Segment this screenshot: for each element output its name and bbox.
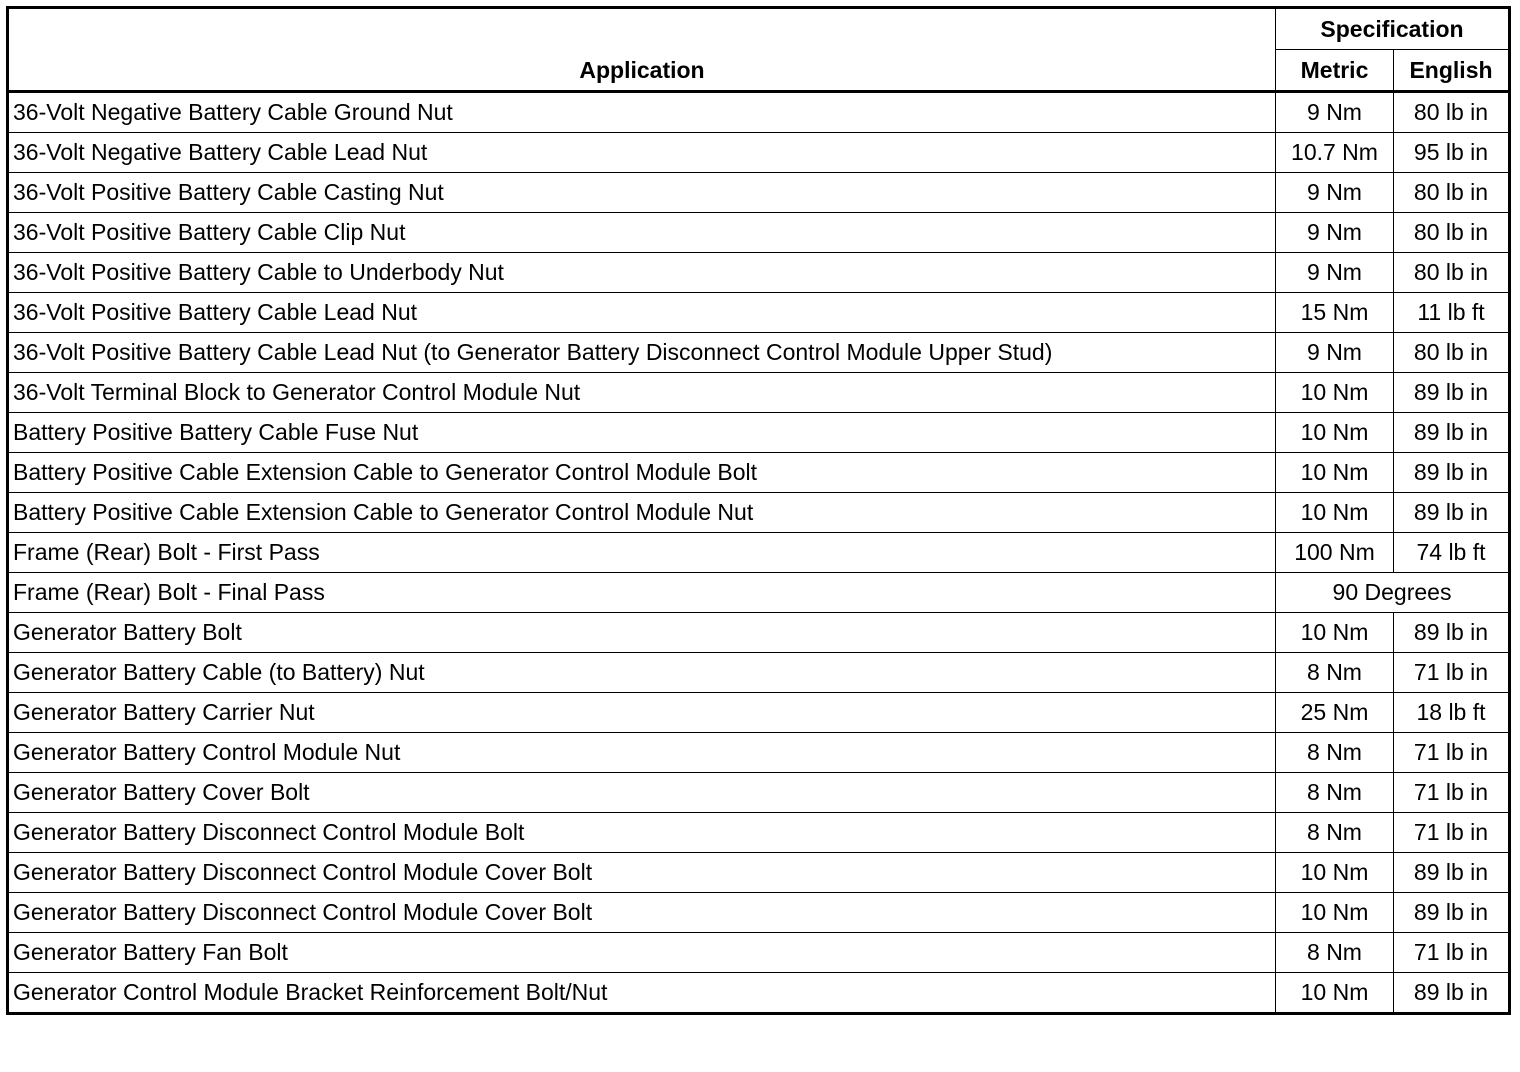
- metric-cell: 10 Nm: [1276, 853, 1394, 893]
- metric-cell: 9 Nm: [1276, 173, 1394, 213]
- table-row: [8, 133, 1510, 173]
- application-cell: 36-Volt Positive Battery Cable to Underbody Nut: [8, 253, 1276, 293]
- application-cell: Generator Control Module Bracket Reinforcement Bolt/Nut: [8, 973, 1276, 1014]
- metric-cell: 8 Nm: [1276, 733, 1394, 773]
- english-cell: 89 lb in: [1394, 453, 1510, 493]
- english-cell: 89 lb in: [1394, 893, 1510, 933]
- table-row: [8, 813, 1510, 853]
- table-row: [8, 613, 1510, 653]
- table-row: [8, 373, 1510, 413]
- torque-specification-table: [6, 6, 1511, 1015]
- english-cell: 89 lb in: [1394, 373, 1510, 413]
- application-cell: Battery Positive Cable Extension Cable to Generator Control Module Bolt: [8, 453, 1276, 493]
- application-cell: Generator Battery Bolt: [8, 613, 1276, 653]
- application-cell: Frame (Rear) Bolt - Final Pass: [8, 573, 1276, 613]
- table-row: [8, 293, 1510, 333]
- application-cell: 36-Volt Negative Battery Cable Lead Nut: [8, 133, 1276, 173]
- english-cell: 18 lb ft: [1394, 693, 1510, 733]
- metric-cell: 10 Nm: [1276, 413, 1394, 453]
- application-cell: Frame (Rear) Bolt - First Pass: [8, 533, 1276, 573]
- metric-cell: 9 Nm: [1276, 92, 1394, 133]
- english-cell: 95 lb in: [1394, 133, 1510, 173]
- table-row: [8, 653, 1510, 693]
- application-cell: Generator Battery Cable (to Battery) Nut: [8, 653, 1276, 693]
- application-column-header: Application: [8, 8, 1276, 92]
- english-cell: 89 lb in: [1394, 973, 1510, 1014]
- metric-column-header: Metric: [1276, 50, 1394, 92]
- application-cell: 36-Volt Positive Battery Cable Lead Nut (to Generator Battery Disconnect Control Module Upper Stud): [8, 333, 1276, 373]
- merged-spec-cell: 90 Degrees: [1276, 573, 1510, 613]
- application-cell: 36-Volt Positive Battery Cable Clip Nut: [8, 213, 1276, 253]
- metric-cell: 9 Nm: [1276, 333, 1394, 373]
- table-row: [8, 413, 1510, 453]
- application-cell: Battery Positive Cable Extension Cable to Generator Control Module Nut: [8, 493, 1276, 533]
- application-cell: 36-Volt Positive Battery Cable Casting Nut: [8, 173, 1276, 213]
- english-column-header: English: [1394, 50, 1510, 92]
- english-cell: 80 lb in: [1394, 92, 1510, 133]
- application-cell: Battery Positive Battery Cable Fuse Nut: [8, 413, 1276, 453]
- english-cell: 11 lb ft: [1394, 293, 1510, 333]
- table-row: [8, 893, 1510, 933]
- metric-cell: 10 Nm: [1276, 613, 1394, 653]
- english-cell: 71 lb in: [1394, 813, 1510, 853]
- metric-cell: 10 Nm: [1276, 373, 1394, 413]
- metric-cell: 10 Nm: [1276, 893, 1394, 933]
- english-cell: 89 lb in: [1394, 493, 1510, 533]
- english-cell: 80 lb in: [1394, 213, 1510, 253]
- metric-cell: 8 Nm: [1276, 933, 1394, 973]
- table-row: [8, 693, 1510, 733]
- english-cell: 80 lb in: [1394, 253, 1510, 293]
- application-cell: 36-Volt Positive Battery Cable Lead Nut: [8, 293, 1276, 333]
- application-cell: Generator Battery Disconnect Control Module Cover Bolt: [8, 893, 1276, 933]
- metric-cell: 100 Nm: [1276, 533, 1394, 573]
- table-row: [8, 773, 1510, 813]
- metric-cell: 8 Nm: [1276, 653, 1394, 693]
- application-cell: Generator Battery Disconnect Control Module Bolt: [8, 813, 1276, 853]
- metric-cell: 10.7 Nm: [1276, 133, 1394, 173]
- metric-cell: 9 Nm: [1276, 253, 1394, 293]
- table-row: [8, 173, 1510, 213]
- table-row: [8, 92, 1510, 133]
- metric-cell: 10 Nm: [1276, 493, 1394, 533]
- table-row: [8, 733, 1510, 773]
- metric-cell: 15 Nm: [1276, 293, 1394, 333]
- metric-cell: 10 Nm: [1276, 973, 1394, 1014]
- table-row: [8, 493, 1510, 533]
- application-cell: Generator Battery Disconnect Control Module Cover Bolt: [8, 853, 1276, 893]
- metric-cell: 9 Nm: [1276, 213, 1394, 253]
- metric-cell: 8 Nm: [1276, 773, 1394, 813]
- table-row: [8, 853, 1510, 893]
- english-cell: 89 lb in: [1394, 613, 1510, 653]
- english-cell: 71 lb in: [1394, 653, 1510, 693]
- english-cell: 80 lb in: [1394, 173, 1510, 213]
- table-row: [8, 253, 1510, 293]
- application-cell: 36-Volt Terminal Block to Generator Control Module Nut: [8, 373, 1276, 413]
- table-row: [8, 453, 1510, 493]
- english-cell: 89 lb in: [1394, 413, 1510, 453]
- table-row: [8, 333, 1510, 373]
- table-header: [8, 8, 1510, 92]
- english-cell: 74 lb ft: [1394, 533, 1510, 573]
- table-row: [8, 973, 1510, 1014]
- english-cell: 71 lb in: [1394, 773, 1510, 813]
- table-row: [8, 933, 1510, 973]
- metric-cell: 8 Nm: [1276, 813, 1394, 853]
- table-row: [8, 213, 1510, 253]
- metric-cell: 10 Nm: [1276, 453, 1394, 493]
- application-cell: Generator Battery Fan Bolt: [8, 933, 1276, 973]
- english-cell: 80 lb in: [1394, 333, 1510, 373]
- metric-cell: 25 Nm: [1276, 693, 1394, 733]
- table-row: [8, 533, 1510, 573]
- table-row: [8, 573, 1510, 613]
- specification-column-header: Specification: [1276, 8, 1510, 50]
- english-cell: 71 lb in: [1394, 933, 1510, 973]
- english-cell: 89 lb in: [1394, 853, 1510, 893]
- application-cell: 36-Volt Negative Battery Cable Ground Nut: [8, 92, 1276, 133]
- english-cell: 71 lb in: [1394, 733, 1510, 773]
- application-cell: Generator Battery Carrier Nut: [8, 693, 1276, 733]
- application-cell: Generator Battery Control Module Nut: [8, 733, 1276, 773]
- table-body: [8, 92, 1510, 1014]
- application-cell: Generator Battery Cover Bolt: [8, 773, 1276, 813]
